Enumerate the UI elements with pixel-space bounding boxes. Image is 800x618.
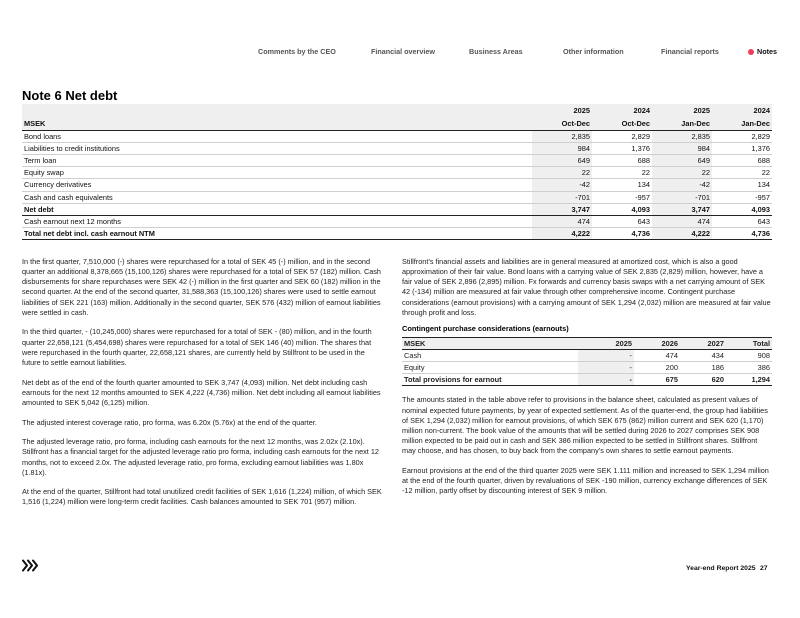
cell-value: 2,829 xyxy=(592,130,652,142)
header-period: Oct-Dec xyxy=(592,118,652,130)
cell-value: -957 xyxy=(712,191,772,203)
cell-value: 22 xyxy=(712,167,772,179)
paragraph: At the end of the quarter, Stillfront had total unutilized credit facilities of SEK 1,616 (1,224) million, of which SEK 1,516 (1,224) million were long-term credit facilities. Cash balances amounted to SEK 701 (957) million. xyxy=(22,487,382,507)
cell-value: 620 xyxy=(680,374,726,386)
cell-value: 4,093 xyxy=(712,203,772,215)
paragraph: Stillfront’s financial assets and liabilities are in general measured at amortized cost, which is also a good approximation of their fair value. Bond loans with a carrying value of SEK 2,835 (2,829) million, however, have a fair value of SEK 2,896 (2,895) million. Fx forwards and currency basis swaps with a net carrying amount of SEK 42 (-134) million are measured at fair value through other comprehensive income. Contingent purchase considerations (earnout provisions) with a carrying amount of SEK 1,294 (2,032) million are measured at fair value through profit and loss. xyxy=(402,257,771,317)
cell-value: 4,736 xyxy=(712,228,772,240)
cell-value: 386 xyxy=(726,362,772,374)
cell-value: -701 xyxy=(532,191,592,203)
footer-report-title: Year-end Report 2025 xyxy=(686,565,756,572)
row-label: Equity xyxy=(402,362,578,374)
header-year: 2024 xyxy=(592,104,652,118)
header-total: Total xyxy=(726,337,772,349)
right-text-column xyxy=(402,257,772,506)
header-year: 2024 xyxy=(712,104,772,118)
cell-value: 688 xyxy=(592,154,652,166)
row-label: Currency derivatives xyxy=(22,179,532,191)
row-label: Equity swap xyxy=(22,167,532,179)
cell-value: 186 xyxy=(680,362,726,374)
cell-value: 1,376 xyxy=(592,142,652,154)
cell-value: 675 xyxy=(634,374,680,386)
cell-value: 474 xyxy=(652,215,712,227)
cell-value: 643 xyxy=(592,215,652,227)
cell-value: 1,294 xyxy=(726,374,772,386)
net-debt-table xyxy=(22,104,772,240)
table-row xyxy=(22,179,772,191)
table-row xyxy=(402,349,772,361)
cell-value: 688 xyxy=(712,154,772,166)
cell-value: 643 xyxy=(712,215,772,227)
nav-item-notes-label: Notes xyxy=(757,47,777,56)
cell-value: 22 xyxy=(652,167,712,179)
earnout-total-row xyxy=(402,374,772,386)
cell-value: 134 xyxy=(592,179,652,191)
earnout-table-header xyxy=(402,337,772,349)
cell-value: 134 xyxy=(712,179,772,191)
table-row xyxy=(22,191,772,203)
table-header-years xyxy=(22,104,772,118)
header-period: Jan-Dec xyxy=(652,118,712,130)
cell-value: 649 xyxy=(532,154,592,166)
left-text-column xyxy=(22,257,382,517)
cell-value: 2,835 xyxy=(532,130,592,142)
row-label: Net debt xyxy=(22,203,532,215)
nav-item-financial-overview[interactable]: Financial overview xyxy=(371,47,435,56)
cell-value: -42 xyxy=(652,179,712,191)
table-row xyxy=(22,215,772,227)
row-label: Cash xyxy=(402,349,578,361)
total-net-debt-row xyxy=(22,228,772,240)
row-label: Liabilities to credit institutions xyxy=(22,142,532,154)
cell-value: -701 xyxy=(652,191,712,203)
header-year: 2025 xyxy=(532,104,592,118)
table-row xyxy=(22,130,772,142)
page-title: Note 6 Net debt xyxy=(22,88,118,103)
cell-value: 649 xyxy=(652,154,712,166)
active-dot-icon xyxy=(748,49,754,55)
paragraph: In the third quarter, - (10,245,000) shares were repurchased for a total of SEK - (80) million, and in the fourth quarter 22,658,121 (5,454,698) shares were repurchased for a total of SEK 146 (40) million. The shares that were repurchased in the fourth quarter, 22,658,121 shares, are currently held by Stillfront to be used in the future to settle earnout liabilities. xyxy=(22,327,372,367)
cell-value: 4,222 xyxy=(532,228,592,240)
cell-value: 434 xyxy=(680,349,726,361)
nav-item-notes[interactable] xyxy=(748,47,777,56)
row-label: Term loan xyxy=(22,154,532,166)
paragraph: Net debt as of the end of the fourth quarter amounted to SEK 3,747 (4,093) million. Net debt including cash earnouts for the next 12 months amounted to SEK 4,222 (4,736) million. Net debt including all earnout liabilities amounted to SEK 5,042 (6,125) million. xyxy=(22,377,381,407)
net-debt-row xyxy=(22,203,772,215)
page-number: 27 xyxy=(760,565,768,572)
header-year: 2027 xyxy=(680,337,726,349)
earnout-table xyxy=(402,337,772,387)
table-row xyxy=(22,154,772,166)
top-navigation xyxy=(0,47,800,59)
cell-value: 984 xyxy=(652,142,712,154)
nav-item-ceo-comments[interactable]: Comments by the CEO xyxy=(258,47,336,56)
header-period: Oct-Dec xyxy=(532,118,592,130)
row-label: Total net debt incl. cash earnout NTM xyxy=(22,228,532,240)
header-year: 2026 xyxy=(634,337,680,349)
table-header-periods xyxy=(22,118,772,130)
cell-value: 3,747 xyxy=(652,203,712,215)
cell-value: 1,376 xyxy=(712,142,772,154)
cell-value: 4,736 xyxy=(592,228,652,240)
table-row xyxy=(22,167,772,179)
header-empty-cell xyxy=(22,104,532,118)
nav-item-business-areas[interactable]: Business Areas xyxy=(469,47,523,56)
paragraph: The amounts stated in the table above refer to provisions in the balance sheet, calculated as present values of nominal expected future payments, by year of expected settlement. As of the quarter-end, the group had liabilities of SEK 1,294 (2,032) million for earnout provisions, of which SEK 675 (862) million current and SEK 620 (1,170) million non-current. The book value of the amounts that will be settled during 2026 to 2027 comprises SEK 908 million expected to be paid out in cash and SEK 386 million expected to be settled in Stillfront shares. Stillfront may choose, and has chosen, to buy back from the company’s own shares to settle earnout payments. xyxy=(402,395,768,456)
cell-value: - xyxy=(578,349,634,361)
cell-value: 3,747 xyxy=(532,203,592,215)
unit-label: MSEK xyxy=(22,118,532,130)
nav-item-other-information[interactable]: Other information xyxy=(563,47,624,56)
cell-value: 22 xyxy=(532,167,592,179)
row-label: Bond loans xyxy=(22,130,532,142)
header-year: 2025 xyxy=(652,104,712,118)
row-label: Total provisions for earnout xyxy=(402,374,578,386)
table-row xyxy=(402,362,772,374)
cell-value: 4,222 xyxy=(652,228,712,240)
cell-value: - xyxy=(578,374,634,386)
nav-item-financial-reports[interactable]: Financial reports xyxy=(661,47,719,56)
header-year: 2025 xyxy=(578,337,634,349)
paragraph: Earnout provisions at the end of the third quarter 2025 were SEK 1.111 million and increased to SEK 1,294 million at the end of the fourth quarter, driven by revaluations of SEK -190 million, currency exchange differences of SEK -12 million, partly offset by discounting interest of SEK 9 million. xyxy=(402,465,769,496)
row-label: Cash and cash equivalents xyxy=(22,191,532,203)
cell-value: 2,835 xyxy=(652,130,712,142)
earnout-table-title: Contingent purchase considerations (earnouts) xyxy=(402,324,569,334)
cell-value: 4,093 xyxy=(592,203,652,215)
cell-value: 474 xyxy=(634,349,680,361)
cell-value: 2,829 xyxy=(712,130,772,142)
paragraph: In the first quarter, 7,510,000 (-) shares were repurchased for a total of SEK 45 (-) million, and in the second quarter an additional 8,378,665 (15,100,126) shares were repurchased for a total of SEK 57 (182) million. Cash disbursements for share repurchases were SEK 42 (-) million in the first quarter and SEK 60 (182) million in the second quarter. At the end of the second quarter, 31,588,363 (15,100,126) shares were used to settle earnout liabilities of SEK 221 (163) million. Additionally in the second quarter, SEK 576 (432) million of earnout liabilities were settled in cash. xyxy=(22,257,381,317)
cell-value: 984 xyxy=(532,142,592,154)
cell-value: -42 xyxy=(532,179,592,191)
paragraph: The adjusted interest coverage ratio, pro forma, was 6.20x (5.76x) at the end of the quarter. xyxy=(22,417,317,427)
cell-value: 200 xyxy=(634,362,680,374)
cell-value: -957 xyxy=(592,191,652,203)
unit-label: MSEK xyxy=(402,337,578,349)
header-period: Jan-Dec xyxy=(712,118,772,130)
stillfront-logo-icon xyxy=(22,559,38,572)
cell-value: 22 xyxy=(592,167,652,179)
cell-value: - xyxy=(578,362,634,374)
table-row xyxy=(22,142,772,154)
cell-value: 908 xyxy=(726,349,772,361)
cell-value: 474 xyxy=(532,215,592,227)
row-label: Cash earnout next 12 months xyxy=(22,215,532,227)
paragraph: The adjusted leverage ratio, pro forma, including cash earnouts for the next 12 months, was 2.02x (2.10x). Stillfront has a financial target for the adjusted leverage ratio pro forma, including cash earnouts for the next 12 months, not to exceed 2.0x. The adjusted leverage ratio, pro forma, excluding earnout liabilities was 1.80x (1.81x). xyxy=(22,437,379,477)
